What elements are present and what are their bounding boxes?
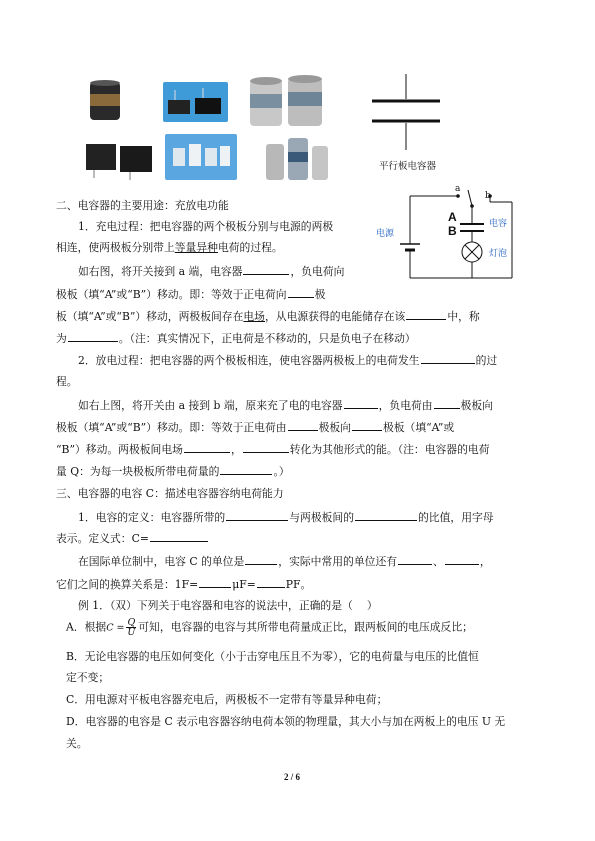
discharging-line-6: 量 Q：为每一块极板所带电荷量的 。）	[56, 465, 290, 478]
capacitor-photo-3	[246, 72, 326, 130]
discharging-line-5: “B”）移动。两极板间电场 ， 转化为其他形式的能。（注：电容器的电荷	[56, 443, 490, 456]
blank[interactable]	[184, 441, 230, 453]
page-number: 2 / 6	[284, 772, 301, 782]
blank[interactable]	[243, 441, 289, 453]
charging-line-3: 如右图，将开关接到 a 端，电容器 ，负电荷向	[78, 265, 345, 278]
plate-label-b: B	[448, 224, 457, 238]
capacitor-photo-5	[165, 134, 237, 180]
discharging-line-1: 2．放电过程：把电容器的两个极板相连，使电容器两极板上的电荷发生 的过	[78, 354, 498, 367]
option-a[interactable]: A．根据C = $\frac{Q}{U}$ 可知，电容器的电容与其所带电荷量成正比，跟两板间的电压成反比；	[66, 617, 473, 638]
blank[interactable]	[226, 509, 288, 521]
blank[interactable]	[199, 576, 231, 588]
blank[interactable]	[243, 263, 289, 275]
blank[interactable]	[352, 419, 382, 431]
blank[interactable]	[445, 553, 479, 565]
blank[interactable]	[355, 509, 417, 521]
charging-line-1: 1．充电过程：把电容器的两个极板分别与电源的两极	[78, 220, 334, 233]
parallel-plate-capacitor-diagram	[366, 74, 446, 154]
unit-conversion-line: 它们之间的换算关系是：1F= μF= PF。	[56, 578, 312, 591]
figure-caption: 平行板电容器	[379, 161, 437, 172]
blank[interactable]	[434, 397, 460, 409]
plate-label-a: A	[448, 210, 457, 224]
charging-line-5: 板（填“A”或“B”）移动，两极板间存在电场，从电源获得的电能储存在该 中，称	[56, 310, 480, 323]
capacitor-photo-6	[262, 132, 332, 184]
capacitor-label: 电容	[489, 219, 508, 229]
blank[interactable]	[421, 352, 475, 364]
blank[interactable]	[288, 419, 318, 431]
blank[interactable]	[344, 397, 378, 409]
switch-label-a: a	[455, 184, 461, 194]
fraction-q-over-u: $\frac{Q}{U}$	[127, 617, 136, 638]
example-stem: 例 1．（双）下列关于电容器和电容的说法中，正确的是（ ）	[78, 599, 378, 612]
lamp-label: 灯泡	[489, 249, 508, 259]
option-c[interactable]: C．用电源对平板电容器充电后，两极板不一定带有等量异种电荷；	[66, 693, 388, 706]
charging-line-6: 为 。（注：真实情况下，正电荷是不移动的，只是负电子在移动）	[56, 332, 416, 345]
source-label: 电源	[376, 229, 395, 239]
option-d-line-1[interactable]: D．电容器的电容是 C 表示电容器容纳电荷本领的物理量，其大小与加在两板上的电压 U 无	[66, 715, 506, 728]
option-b-line-2: 定不变；	[66, 671, 110, 684]
section3-heading: 三、电容器的电容 C：描述电容器容纳电荷能力	[56, 487, 284, 500]
switch-label-b: b	[485, 191, 491, 201]
blank[interactable]	[288, 286, 314, 298]
blank[interactable]	[398, 553, 432, 565]
capacitance-unit-line: 在国际单位制中，电容 C 的单位是 ，实际中常用的单位还有 、 ，	[78, 555, 491, 568]
capacitance-definition-line-1: 1．电容的定义：电容器所带的 与两极板间的 的比值，用字母	[78, 511, 494, 524]
capacitor-photo-1	[80, 76, 130, 124]
discharging-line-4: 极板（填“A”或“B”）移动。即：等效于正电荷由 极板向 极板（填“A”或	[56, 421, 455, 434]
charging-line-4: 极板（填“A”或“B”）移动。即：等效于正电荷向 极	[56, 288, 326, 301]
capacitor-photo-2	[163, 82, 228, 122]
option-d-line-2: 关。	[66, 737, 88, 750]
discharging-line-2: 程。	[56, 375, 78, 388]
discharging-line-3: 如右上图，将开关由 a 接到 b 端，原来充了电的电容器 ，负电荷由 极板向	[78, 399, 493, 412]
capacitance-definition-line-2: 表示。定义式：C=	[56, 530, 544, 547]
charging-line-2: 相连，使两极板分别带上等量异种电荷的过程。	[56, 241, 283, 254]
section2-heading: 二、电容器的主要用途：充放电功能	[56, 199, 229, 212]
blank[interactable]	[68, 330, 118, 342]
blank[interactable]	[245, 553, 277, 565]
option-b-line-1[interactable]: B．无论电容器的电压如何变化（小于击穿电压且不为零），它的电荷量与电压的比值恒	[66, 650, 479, 663]
blank[interactable]	[406, 308, 446, 320]
blank[interactable]	[150, 530, 208, 542]
blank[interactable]	[257, 576, 285, 588]
blank[interactable]	[220, 463, 272, 475]
capacitor-photo-4	[80, 134, 158, 180]
